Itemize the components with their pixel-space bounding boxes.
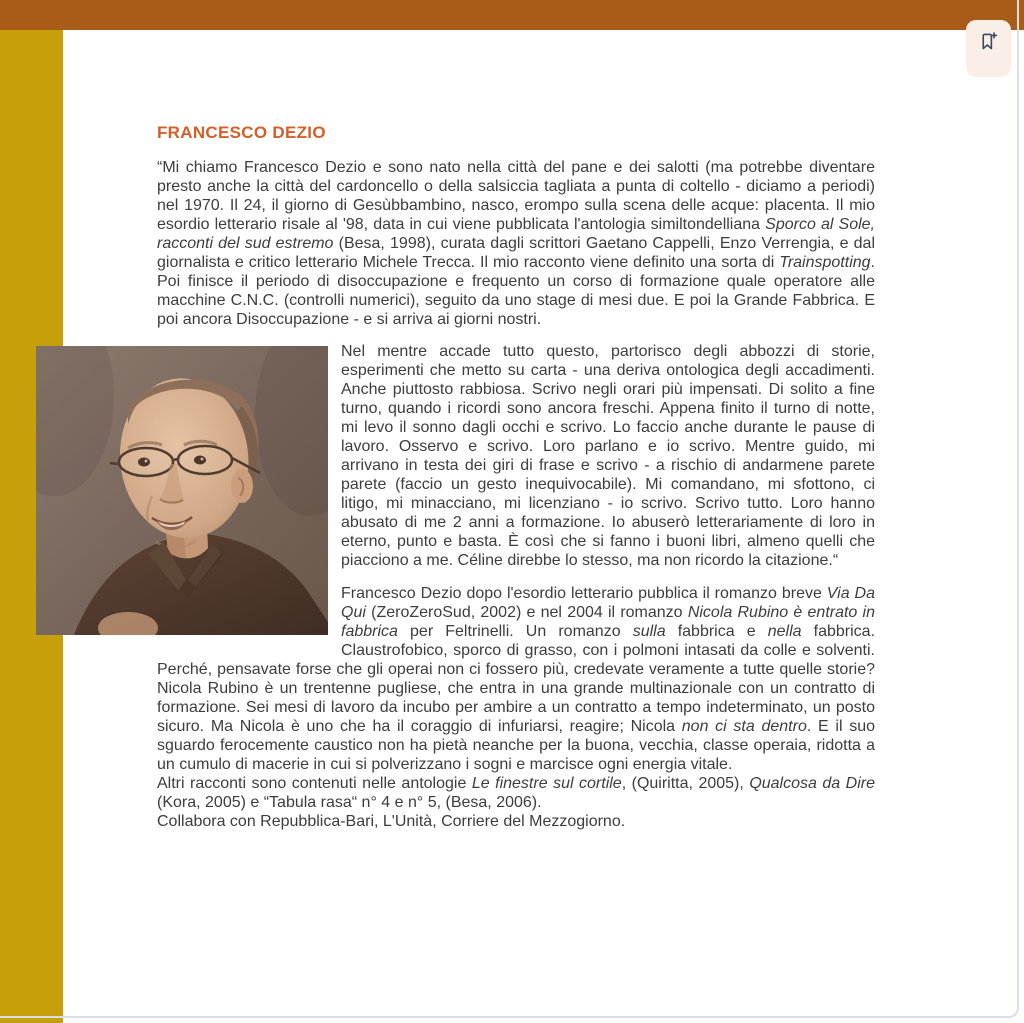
bookmark-add-icon: [978, 31, 999, 52]
career-paragraph: Francesco Dezio dopo l'esordio letterario pubblica il romanzo breve Via Da Qui (ZeroZeroSud, 2002) e nel 2004 il romanzo Nicola Rubino è entrato in fabbrica per Feltrinelli. Un romanzo sulla fabbrica e nella fabbrica. Claustrofobico, sporco di grasso, con i polmoni intasati da colle e solventi. Perché, pensavate forse che gli operai non ci fossero più, credevate veramente a tutte quelle storie? Nicola Rubino è un trentenne pugliese, che entra in una grande multinazionale con un contratto di formazione. Sei mesi di lavoro da incubo per ambire a un contratto a tempo indeterminato, un posto sicuro. Ma Nicola è uno che ha il coraggio di infuriarsi, reagire; Nicola non ci sta dentro. E il suo sguardo ferocemente caustico non ha pietà neanche per la buona, vecchia, classe operaia, ridotta a un cumulo di macerie in cui si polverizzano i sogni e marcisce ogni energia vitale.: [157, 585, 876, 773]
page-title: FRANCESCO DEZIO: [157, 123, 326, 142]
anthologies-paragraph: Altri racconti sono contenuti nelle antologie Le finestre sul cortile, (Quiritta, 2005), Qualcosa da Dire (Kora, 2005) e “Tabula rasa“ n° 4 e n° 5, (Besa, 2006).: [157, 775, 876, 811]
article-content: [63, 30, 1024, 1023]
bio-quote-paragraph-1: “Mi chiamo Francesco Dezio e sono nato nella città del pane e dei salotti (ma potrebbe diventare presto anche la città del cardoncello o della salsiccia tagliata a punta di coltello - diciamo a periodi) nel 1970. Il 24, il giorno di Gesùbbambino, nasco, erompo sulla scena delle acque: placenta. Il mio esordio letterario risale al '98, data in cui viene pubblicata l'antologia similtondelliana Sporco al Sole, racconti del sud estremo (Besa, 1998), curata dagli scrittori Gaetano Cappelli, Enzo Verrengia, e dal giornalista e critico letterario Michele Trecca. Il mio racconto viene definito una sorta di Trainspotting. Poi finisce il periodo di disoccupazione e frequento un corso di formazione quale operatore alle macchine C.N.C. (controlli numerici), seguito da uno stage di mesi due. E poi la Grande Fabbrica. E poi ancora Disoccupazione - e si arriva ai giorni nostri.: [157, 159, 875, 328]
press-collaborations-paragraph: Collabora con Repubblica-Bari, L'Unità, Corriere del Mezzogiorno.: [157, 813, 626, 830]
author-portrait-image: [36, 346, 328, 635]
top-accent-bar: [0, 0, 1024, 30]
author-photo: [36, 346, 328, 635]
bio-quote-paragraph-2: Nel mentre accade tutto questo, partorisco degli abbozzi di storie, esperimenti che metto su carta - una deriva ontologica degli accadimenti. Anche piuttosto rabbiosa. Scrivo negli orari più impensati. Di solito a fine turno, quando i ricordi sono ancora freschi. Appena finito il turno di notte, mi levo il sonno dagli occhi e scrivo. Lo faccio anche durante le pause di lavoro. Osservo e scrivo. Loro parlano e io scrivo. Mentre guido, mi arrivano in testa dei giri di frase e scrivo - a rischio di andarmene parete parete (faccio un gesto inequivocabile). Mi comandano, mi sfottono, ci litigo, mi minacciano, mi licenziano - io scrivo. Scrivo tutto. Loro hanno abusato di me 2 anni a formazione. Io abuserò letterariamente di loro in eterno, punto e basta. È così che si fanno i buoni libri, almeno quelli che piacciono a me. Céline direbbe lo stesso, ma non ricordo la citazione.“: [341, 343, 875, 569]
bookmark-button[interactable]: [966, 20, 1011, 77]
